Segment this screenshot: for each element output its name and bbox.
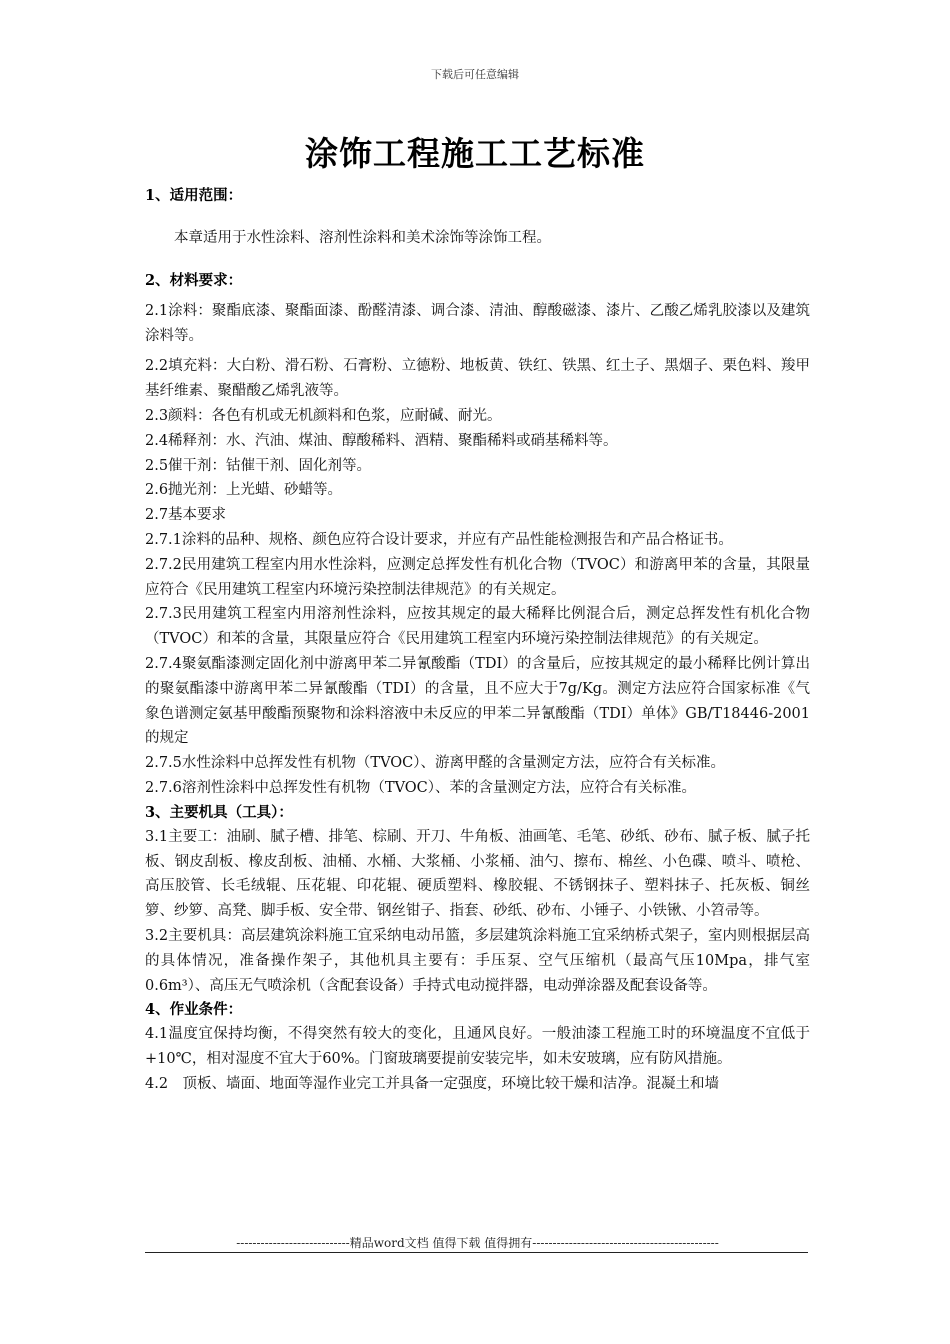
paragraph-2-7-5: 2.7.5水性涂料中总挥发性有机物（TVOC）、游离甲醛的含量测定方法，应符合有关标准。 — [145, 755, 726, 772]
paragraph-2-7-4: 2.7.4聚氨酯漆测定固化剂中游离甲苯二异氰酸酯（TDI）的含量后，应按其规定的最小稀释比例计算出的聚氨酯漆中游离甲苯二异氰酸酯（TDI）的含量，且不应大于7g/Kg。测定方法应符合国家标准《气象色谱测定氨基甲酸酯预聚物和涂料溶液中未反应的甲苯二异氰酸酯（TDI）单体》GB/T18446-2001的规定 — [145, 655, 810, 747]
section-4-heading: 4、作业条件： — [145, 1001, 243, 1019]
paragraph-2-1: 2.1涂料：聚酯底漆、聚酯面漆、酚醛清漆、调合漆、清油、醇酸磁漆、漆片、乙酸乙烯乳胶漆以及建筑涂料等。 — [145, 302, 810, 344]
page-footer: ----------------------------精品word文档 值得下载 值得拥有---------------------------------------------- — [236, 1236, 719, 1250]
paragraph-4-1: 4.1温度宜保持均衡，不得突然有较大的变化，且通风良好。一般油漆工程施工时的环境温度不宜低于+10℃，相对湿度不宜大于60%。门窗玻璃要提前安装完毕，如未安玻璃，应有防风措施。 — [145, 1026, 810, 1068]
paragraph-2-6: 2.6抛光剂：上光蜡、砂蜡等。 — [145, 482, 343, 499]
section-1-heading: 1、适用范围： — [145, 187, 243, 204]
paragraph-2-7-2: 2.7.2民用建筑工程室内用水性涂料，应测定总挥发性有机化合物（TVOC）和游离甲苯的含量，其限量应符合《民用建筑工程室内环境污染控制法律规范》的有关规定。 — [145, 556, 810, 598]
section-2-heading: 2、材料要求： — [145, 271, 243, 289]
paragraph-2-4: 2.4稀释剂：水、汽油、煤油、醇酸稀料、酒精、聚酯稀料或硝基稀料等。 — [145, 432, 618, 449]
paragraph-2-7-3: 2.7.3民用建筑工程室内用溶剂性涂料，应按其规定的最大稀释比例混合后，测定总挥发性有机化合物（TVOC）和苯的含量，其限量应符合《民用建筑工程室内环境污染控制法律规范》的有关规定。 — [145, 606, 810, 648]
paragraph-4-2: 4.2 顶板、墙面、地面等湿作业完工并具备一定强度，环境比较干燥和洁净。混凝土和墙 — [145, 1075, 720, 1092]
document-body — [145, 184, 810, 1097]
paragraph-2-7: 2.7基本要求 — [145, 507, 227, 524]
paragraph-2-7-1: 2.7.1涂料的品种、规格、颜色应符合设计要求，并应有产品性能检测报告和产品合格证书。 — [145, 531, 733, 548]
section-1-text: 本章适用于水性涂料、溶剂性涂料和美术涂饰等涂饰工程。 — [174, 230, 551, 246]
paragraph-2-5: 2.5催干剂：钴催干剂、固化剂等。 — [145, 457, 372, 474]
footer-divider — [145, 1252, 808, 1253]
paragraph-2-3: 2.3颜料：各色有机或无机颜料和色浆，应耐碱、耐光。 — [145, 407, 502, 424]
header-note: 下载后可任意编辑 — [431, 68, 519, 81]
paragraph-3-1: 3.1主要工：油刷、腻子槽、排笔、棕刷、开刀、牛角板、油画笔、毛笔、砂纸、砂布、腻子板、腻子托板、钢皮刮板、橡皮刮板、油桶、水桶、大浆桶、小浆桶、油勺、擦布、棉丝、小色碟、喷斗、喷枪、高压胶管、长毛绒辊、压花辊、印花辊、硬质塑料、橡胶辊、不锈钢抹子、塑料抹子、托灰板、铜丝箩、纱箩、高凳、脚手板、安全带、钢丝钳子、指套、砂纸、砂布、小锤子、小铁锹、小笤帚等。 — [145, 828, 810, 920]
paragraph-2-7-6: 2.7.6溶剂性涂料中总挥发性有机物（TVOC）、苯的含量测定方法，应符合有关标准。 — [145, 779, 697, 796]
document-title: 涂饰工程施工工艺标准 — [305, 134, 645, 173]
paragraph-3-2: 3.2主要机具：高层建筑涂料施工宜采纳电动吊篮，多层建筑涂料施工宜采纳桥式架子，室内则根据层高的具体情况，准备操作架子，其他机具主要有：手压泵、空气压缩机（最高气压10Mpa，排气室0.6m³）、高压无气喷涂机（含配套设备）手持式电动搅拌器，电动弹涂器及配套设备等。 — [145, 927, 810, 994]
paragraph-2-2: 2.2填充料：大白粉、滑石粉、石膏粉、立德粉、地板黄、铁红、铁黑、红土子、黑烟子、栗色料、羧甲基纤维素、聚醋酸乙烯乳液等。 — [145, 358, 810, 400]
section-3-heading: 3、主要机具（工具）： — [145, 803, 293, 821]
